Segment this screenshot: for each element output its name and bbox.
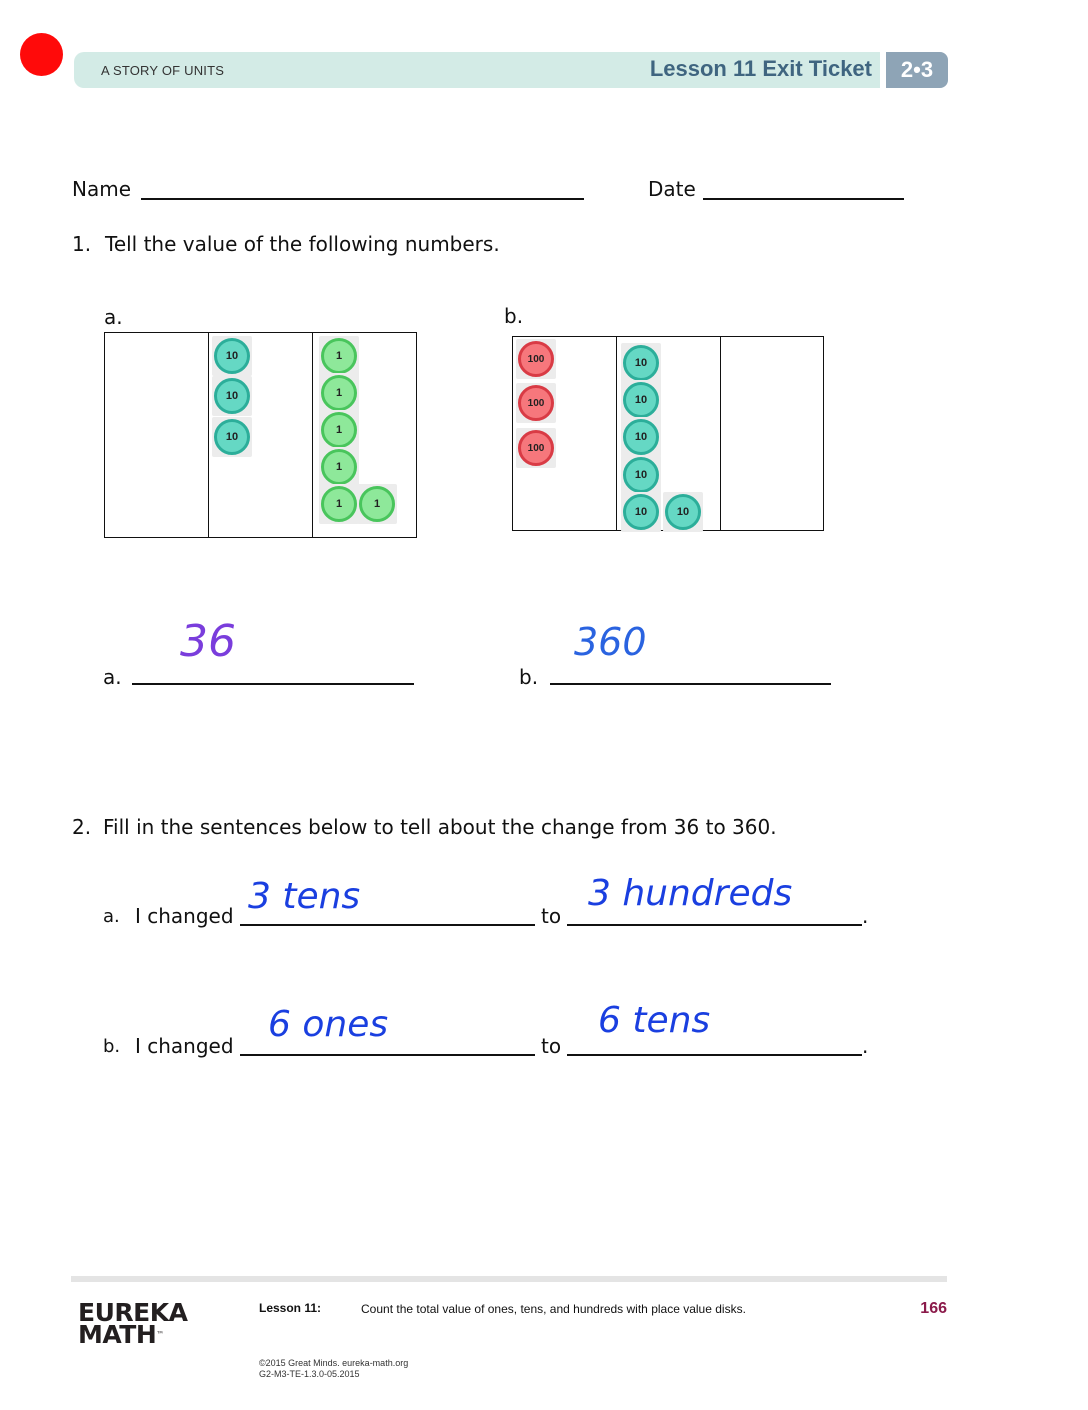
- problem2b-answer-2: 6 tens: [598, 1000, 711, 1041]
- answer-b-label: b.: [519, 665, 539, 689]
- footer-lesson-description: Count the total value of ones, tens, and hundreds with place value disks.: [361, 1302, 746, 1316]
- problem2a-blank-1[interactable]: [240, 924, 535, 926]
- problem2a-answer-1: 3 tens: [248, 876, 361, 917]
- page-number: 166: [920, 1300, 947, 1317]
- name-label: Name: [72, 177, 132, 201]
- answer-a-handwritten: 36: [180, 616, 236, 667]
- one-disk: 1: [359, 486, 395, 522]
- problem2-prompt: Fill in the sentences below to tell about the change from 36 to 360.: [103, 815, 777, 839]
- chart-a-divider-1: [208, 333, 209, 537]
- place-value-chart-a: [104, 332, 417, 538]
- one-disk: 1: [321, 449, 357, 485]
- problem2-number: 2.: [72, 815, 92, 839]
- problem2b-blank-1[interactable]: [240, 1054, 535, 1056]
- hundred-disk: 100: [518, 385, 554, 421]
- name-field[interactable]: [141, 198, 584, 200]
- problem2a-answer-2: 3 hundreds: [588, 873, 793, 914]
- ten-disk: 10: [214, 378, 250, 414]
- ten-disk: 10: [623, 419, 659, 455]
- document-code: G2-M3-TE-1.3.0-05.2015: [259, 1369, 360, 1379]
- ten-disk: 10: [623, 457, 659, 493]
- logo-trademark: ™: [156, 1330, 164, 1339]
- grade-module-badge: 2•3: [886, 52, 948, 88]
- date-field[interactable]: [703, 198, 904, 200]
- one-disk: 1: [321, 338, 357, 374]
- chart-b-divider-2: [720, 337, 721, 530]
- footer-rule: [71, 1276, 947, 1282]
- hundred-disk: 100: [518, 430, 554, 466]
- problem2a-middle: to: [541, 904, 562, 928]
- ten-disk: 10: [623, 382, 659, 418]
- problem2a-end: .: [862, 904, 869, 928]
- problem2a-label: a.: [103, 906, 120, 927]
- problem2b-middle: to: [541, 1034, 562, 1058]
- answer-a-label: a.: [103, 665, 122, 689]
- eureka-math-logo: [78, 1298, 188, 1349]
- chart-a-divider-2: [312, 333, 313, 537]
- problem2b-prefix: I changed: [135, 1034, 234, 1058]
- one-disk: 1: [321, 375, 357, 411]
- footer-lesson-label: Lesson 11:: [259, 1301, 322, 1315]
- problem1-prompt: Tell the value of the following numbers.: [105, 232, 500, 256]
- footer-copyright: [259, 1358, 408, 1380]
- answer-b-handwritten: 360: [574, 620, 647, 664]
- problem2b-end: .: [862, 1034, 869, 1058]
- problem2b-blank-2[interactable]: [567, 1054, 862, 1056]
- date-label: Date: [648, 177, 696, 201]
- problem2b-answer-1: 6 ones: [268, 1004, 389, 1045]
- problem2a-blank-2[interactable]: [567, 924, 862, 926]
- hundred-disk: 100: [518, 341, 554, 377]
- copyright-text: ©2015 Great Minds. eureka-math.org: [259, 1358, 409, 1368]
- answer-b-line[interactable]: [550, 683, 831, 685]
- ten-disk: 10: [623, 345, 659, 381]
- ten-disk: 10: [665, 494, 701, 530]
- logo-line-2: MATH: [78, 1320, 157, 1349]
- place-value-chart-b: [512, 336, 824, 531]
- ten-disk: 10: [214, 338, 250, 374]
- one-disk: 1: [321, 412, 357, 448]
- problem1-number: 1.: [72, 232, 92, 256]
- lesson-title: Lesson 11 Exit Ticket: [649, 56, 872, 81]
- chart-a-label: a.: [104, 305, 123, 329]
- problem2b-label: b.: [103, 1036, 121, 1057]
- one-disk: 1: [321, 486, 357, 522]
- series-title: A STORY OF UNITS: [101, 63, 225, 78]
- ten-disk: 10: [623, 494, 659, 530]
- chart-b-label: b.: [504, 304, 524, 328]
- answer-a-line[interactable]: [132, 683, 414, 685]
- problem2a-prefix: I changed: [135, 904, 234, 928]
- logo-line-1: EUREKA: [78, 1298, 188, 1327]
- red-dot-marker: [20, 33, 63, 76]
- ten-disk: 10: [214, 419, 250, 455]
- chart-b-divider-1: [616, 337, 617, 530]
